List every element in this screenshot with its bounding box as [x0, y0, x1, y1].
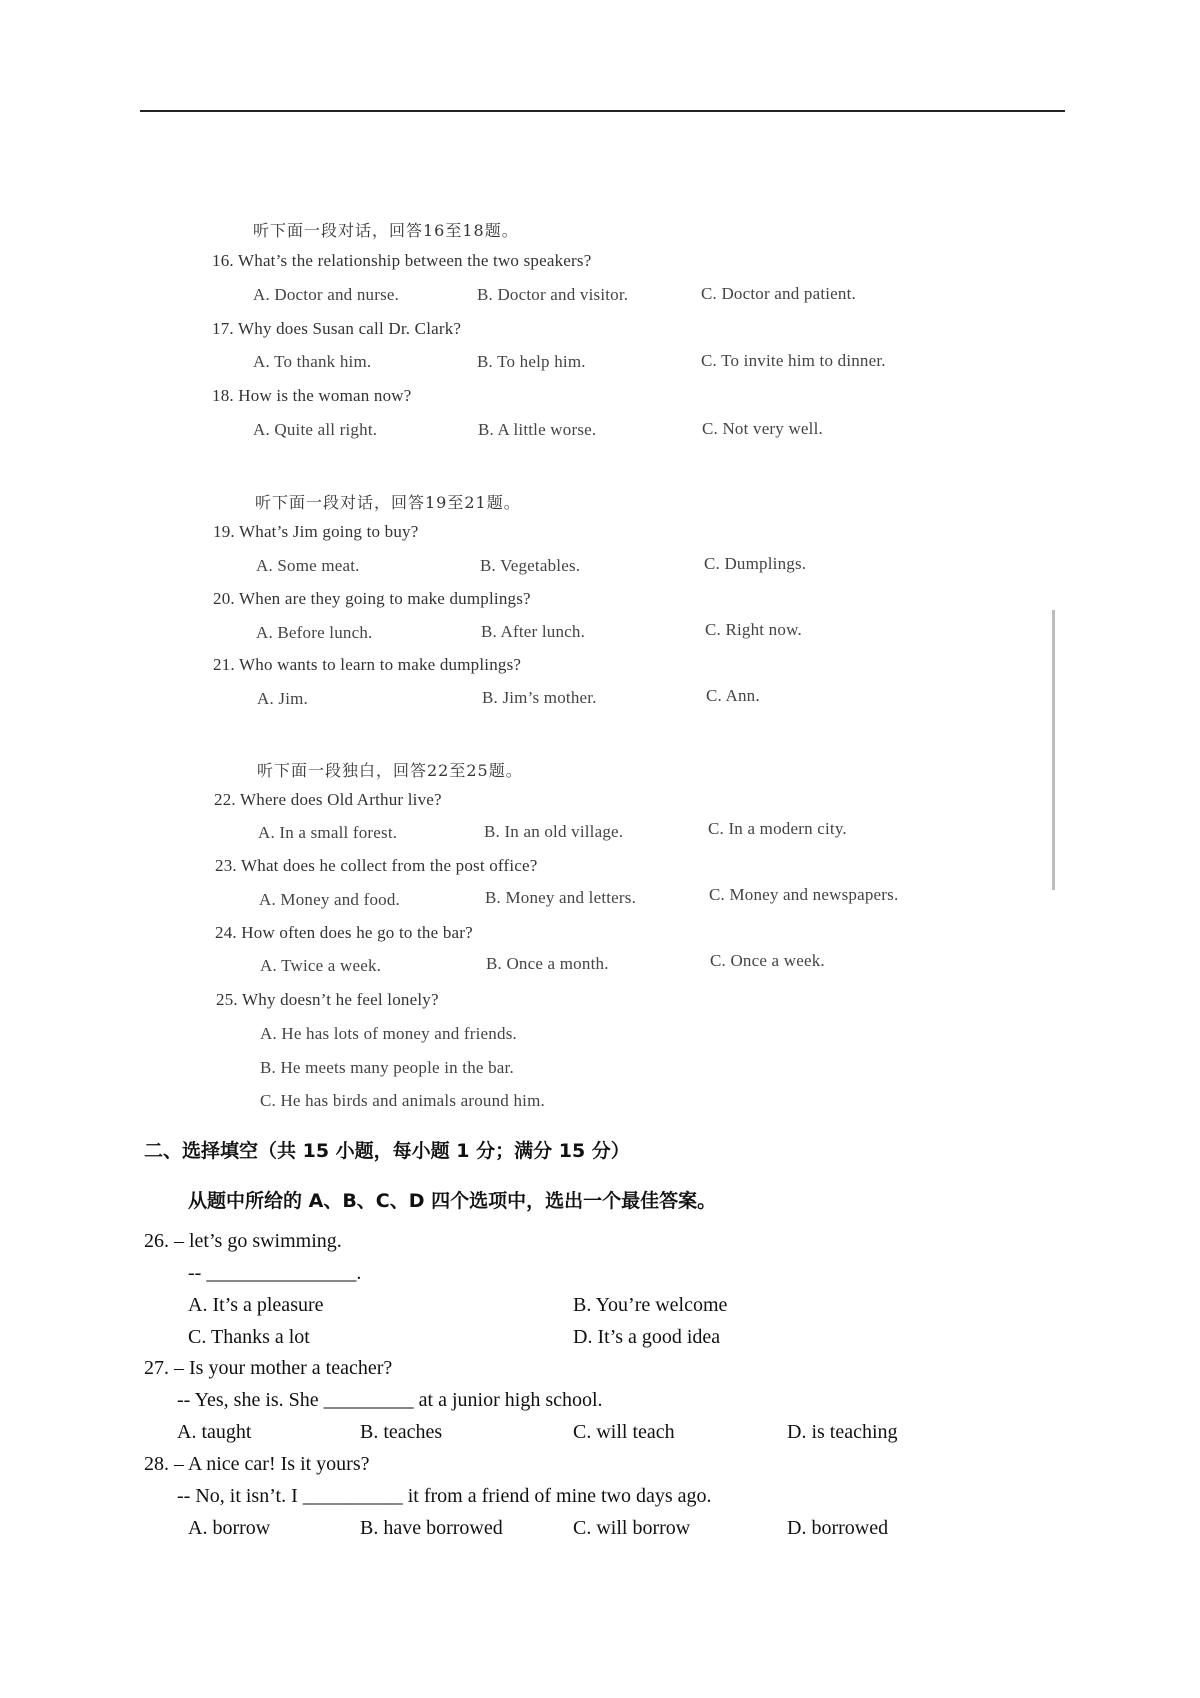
q20-option-b: B. After lunch.: [481, 622, 586, 641]
q23-option-a: A. Money and food.: [259, 890, 400, 909]
q22-option-a: A. In a small forest.: [258, 823, 398, 842]
q22-option-c: C. In a modern city.: [708, 819, 847, 838]
question-28: 28. – A nice car! Is it yours?: [144, 1453, 370, 1475]
question-18: 18. How is the woman now?: [212, 386, 412, 405]
scan-edge-line: [1052, 610, 1055, 890]
q26-option-a: A. It’s a pleasure: [188, 1294, 324, 1316]
q25-option-a: A. He has lots of money and friends.: [260, 1024, 517, 1043]
q17-option-a: A. To thank him.: [253, 352, 372, 371]
q26-reply: [188, 1262, 361, 1285]
q28-option-d: D. borrowed: [787, 1517, 889, 1539]
q19-option-a: A. Some meat.: [256, 556, 360, 575]
q25-option-c: C. He has birds and animals around him.: [260, 1091, 545, 1110]
section-heading: 二、选择填空（共 15 小题，每小题 1 分；满分 15 分）: [144, 1140, 630, 1162]
q16-option-a: A. Doctor and nurse.: [253, 285, 400, 304]
q19-option-c: C. Dumplings.: [704, 554, 807, 573]
q27-option-d: D. is teaching: [787, 1421, 898, 1443]
question-20: 20. When are they going to make dumplings?: [213, 589, 531, 608]
q20-option-c: C. Right now.: [705, 620, 802, 639]
question-22: 22. Where does Old Arthur live?: [214, 790, 442, 809]
q27-reply: -- Yes, she is. She _________ at a junior high school.: [177, 1389, 603, 1411]
question-25: 25. Why doesn’t he feel lonely?: [216, 990, 439, 1009]
q18-option-a: A. Quite all right.: [253, 420, 378, 439]
instruction-19-21: 听下面一段对话，回答19至21题。: [255, 493, 521, 512]
q26-reply-text: -- _______________.: [188, 1262, 362, 1284]
q28-reply: -- No, it isn’t. I __________ it from a friend of mine two days ago.: [177, 1485, 712, 1507]
q28-option-c: C. will borrow: [573, 1517, 691, 1539]
question-16: 16. What’s the relationship between the two speakers?: [212, 251, 592, 270]
q18-option-b: B. A little worse.: [478, 420, 597, 439]
q28-option-a: A. borrow: [188, 1517, 271, 1539]
instruction-22-25: 听下面一段独白，回答22至25题。: [257, 761, 523, 780]
q17-option-c: C. To invite him to dinner.: [701, 351, 886, 370]
q16-option-b: B. Doctor and visitor.: [477, 285, 629, 304]
q20-option-a: A. Before lunch.: [256, 623, 373, 642]
q26-option-d: D. It’s a good idea: [573, 1326, 721, 1348]
q26-option-b: B. You’re welcome: [573, 1294, 728, 1316]
question-19: 19. What’s Jim going to buy?: [213, 522, 419, 541]
q27-option-c: C. will teach: [573, 1421, 675, 1443]
q23-option-c: C. Money and newspapers.: [709, 885, 899, 904]
q21-option-c: C. Ann.: [706, 686, 760, 705]
question-21: 21. Who wants to learn to make dumplings?: [213, 655, 522, 674]
instruction-16-18: 听下面一段对话，回答16至18题。: [253, 221, 519, 240]
q23-option-b: B. Money and letters.: [485, 888, 637, 907]
q26-option-c: C. Thanks a lot: [188, 1326, 310, 1348]
q24-option-c: C. Once a week.: [710, 951, 825, 970]
question-24: 24. How often does he go to the bar?: [215, 923, 473, 942]
q25-option-b: B. He meets many people in the bar.: [260, 1058, 514, 1077]
q21-option-a: A. Jim.: [257, 689, 308, 708]
q17-option-b: B. To help him.: [477, 352, 586, 371]
q18-option-c: C. Not very well.: [702, 419, 823, 438]
question-27: 27. – Is your mother a teacher?: [144, 1357, 393, 1379]
q22-option-b: B. In an old village.: [484, 822, 624, 841]
q27-option-a: A. taught: [177, 1421, 252, 1443]
q16-option-c: C. Doctor and patient.: [701, 284, 857, 303]
q19-option-b: B. Vegetables.: [480, 556, 581, 575]
question-23: 23. What does he collect from the post office?: [215, 856, 538, 875]
question-26: 26. – let’s go swimming.: [144, 1230, 342, 1252]
question-17: 17. Why does Susan call Dr. Clark?: [212, 319, 462, 338]
q27-option-b: B. teaches: [360, 1421, 443, 1443]
q28-option-b: B. have borrowed: [360, 1517, 503, 1539]
q21-option-b: B. Jim’s mother.: [482, 688, 597, 707]
q24-option-a: A. Twice a week.: [260, 956, 382, 975]
section-instruction: 从题中所给的 A、B、C、D 四个选项中，选出一个最佳答案。: [188, 1190, 717, 1212]
q24-option-b: B. Once a month.: [486, 954, 609, 973]
